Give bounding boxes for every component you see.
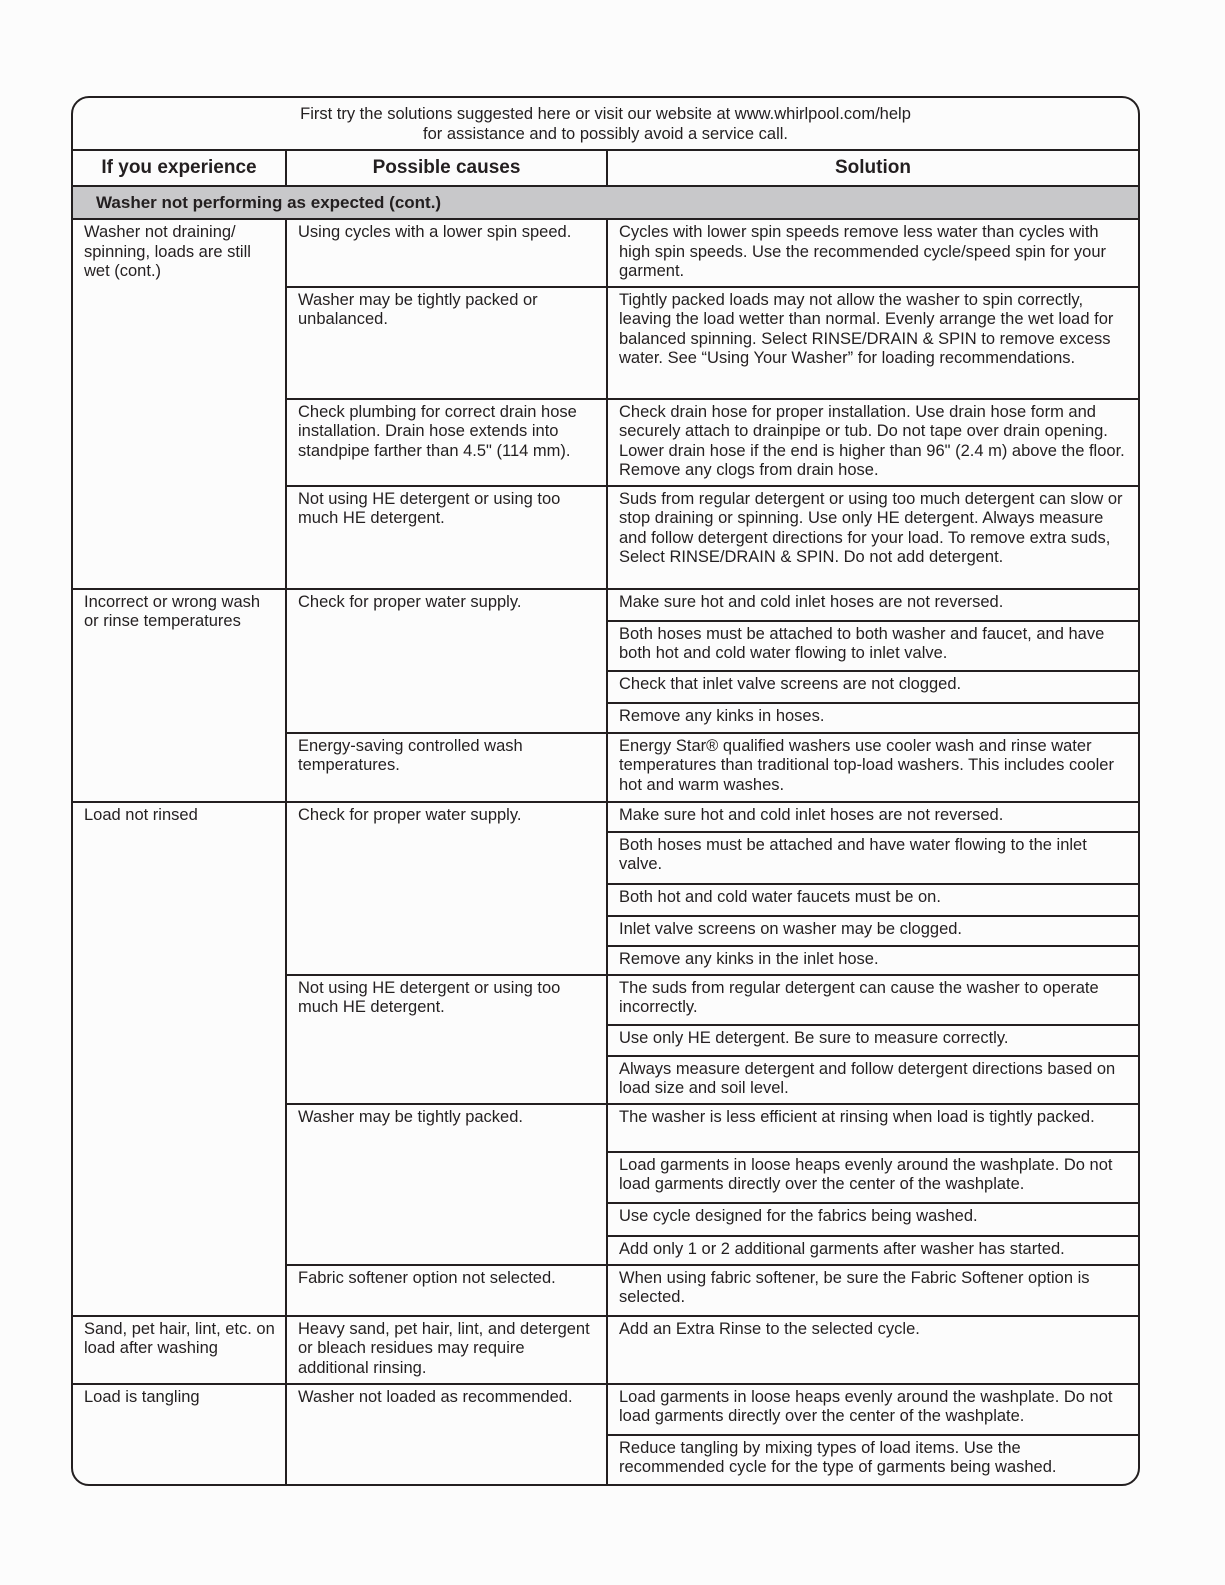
solution-cell: Check drain hose for proper installation. Use drain hose form and securely attach to drainpipe or tub. Do not tape over drain opening. Lower drain hose if the end is higher than 96" (2.4 m) above the floor. Remove any clogs from drain hose. (607, 399, 1138, 486)
solution-cell: Make sure hot and cold inlet hoses are not reversed. (607, 589, 1138, 621)
solution-cell: Remove any kinks in hoses. (607, 703, 1138, 733)
header-causes: Possible causes (286, 150, 607, 186)
intro-text (73, 98, 1138, 150)
solution-cell: Make sure hot and cold inlet hoses are not reversed. (607, 802, 1138, 832)
table-body (73, 219, 1138, 1485)
cause-cell: Check plumbing for correct drain hose installation. Drain hose extends into standpipe farther than 4.5" (114 mm). (286, 399, 607, 486)
experience-cell: Load is tangling (73, 1384, 286, 1485)
cause-cell: Check for proper water supply. (286, 802, 607, 975)
solution-cell: When using fabric softener, be sure the Fabric Softener option is selected. (607, 1265, 1138, 1316)
solution-cell: Remove any kinks in the inlet hose. (607, 946, 1138, 975)
header-solution: Solution (607, 150, 1138, 186)
header-row (73, 150, 1138, 186)
solution-cell: Add an Extra Rinse to the selected cycle. (607, 1316, 1138, 1384)
cause-cell: Check for proper water supply. (286, 589, 607, 733)
experience-cell: Load not rinsed (73, 802, 286, 1316)
solution-cell: Use cycle designed for the fabrics being washed. (607, 1203, 1138, 1236)
experience-cell: Incorrect or wrong wash or rinse temperatures (73, 589, 286, 802)
solution-cell: Suds from regular detergent or using too much detergent can slow or stop draining or spinning. Use only HE detergent. Always measure and follow detergent directions for your load. To remove extra suds, Select RINSE/DRAIN & SPIN. Do not add detergent. (607, 486, 1138, 589)
solution-cell: Both hoses must be attached to both washer and faucet, and have both hot and cold water flowing to inlet valve. (607, 621, 1138, 671)
section-row (73, 186, 1138, 219)
table-row (73, 802, 1138, 832)
table-row (73, 1316, 1138, 1384)
cause-cell: Fabric softener option not selected. (286, 1265, 607, 1316)
solution-cell: Load garments in loose heaps evenly around the washplate. Do not load garments directly over the center of the washplate. (607, 1152, 1138, 1203)
intro-line-1: First try the solutions suggested here or visit our website at www.whirlpool.com/help (300, 105, 911, 123)
header-experience: If you experience (73, 150, 286, 186)
solution-cell: Tightly packed loads may not allow the washer to spin correctly, leaving the load wetter than normal. Evenly arrange the wet load for balanced spinning. Select RINSE/DRAIN & SPIN to remove excess water. See “Using Your Washer” for loading recommendations. (607, 287, 1138, 399)
cause-cell: Washer may be tightly packed or unbalanced. (286, 287, 607, 399)
table-row (73, 589, 1138, 621)
solution-cell: Cycles with lower spin speeds remove less water than cycles with high spin speeds. Use the recommended cycle/speed spin for your garment. (607, 219, 1138, 287)
solution-cell: Both hoses must be attached and have water flowing to the inlet valve. (607, 832, 1138, 884)
solution-cell: Inlet valve screens on washer may be clogged. (607, 916, 1138, 946)
solution-cell: The washer is less efficient at rinsing when load is tightly packed. (607, 1104, 1138, 1152)
cause-cell: Heavy sand, pet hair, lint, and detergent or bleach residues may require additional rinsing. (286, 1316, 607, 1384)
solution-cell: Always measure detergent and follow detergent directions based on load size and soil level. (607, 1056, 1138, 1104)
solution-cell: The suds from regular detergent can cause the washer to operate incorrectly. (607, 975, 1138, 1025)
cause-cell: Not using HE detergent or using too much HE detergent. (286, 486, 607, 589)
table-row (73, 219, 1138, 287)
solution-cell: Use only HE detergent. Be sure to measure correctly. (607, 1025, 1138, 1056)
cause-cell: Washer not loaded as recommended. (286, 1384, 607, 1485)
troubleshooting-table-frame (71, 96, 1140, 1486)
solution-cell: Load garments in loose heaps evenly around the washplate. Do not load garments directly over the center of the washplate. (607, 1384, 1138, 1435)
troubleshooting-table (73, 149, 1138, 1486)
table-row (73, 1384, 1138, 1435)
section-title: Washer not performing as expected (cont.) (73, 186, 1138, 219)
cause-cell: Energy-saving controlled wash temperatures. (286, 733, 607, 802)
solution-cell: Reduce tangling by mixing types of load items. Use the recommended cycle for the type of garments being washed. (607, 1435, 1138, 1485)
solution-cell: Check that inlet valve screens are not clogged. (607, 671, 1138, 703)
experience-cell: Sand, pet hair, lint, etc. on load after washing (73, 1316, 286, 1384)
solution-cell: Energy Star® qualified washers use cooler wash and rinse water temperatures than traditional top-load washers. This includes cooler hot and warm washes. (607, 733, 1138, 802)
experience-cell: Washer not draining/ spinning, loads are still wet (cont.) (73, 219, 286, 589)
intro-line-2: for assistance and to possibly avoid a service call. (422, 125, 788, 143)
solution-cell: Add only 1 or 2 additional garments after washer has started. (607, 1236, 1138, 1265)
cause-cell: Using cycles with a lower spin speed. (286, 219, 607, 287)
cause-cell: Washer may be tightly packed. (286, 1104, 607, 1265)
solution-cell: Both hot and cold water faucets must be on. (607, 884, 1138, 916)
cause-cell: Not using HE detergent or using too much HE detergent. (286, 975, 607, 1104)
